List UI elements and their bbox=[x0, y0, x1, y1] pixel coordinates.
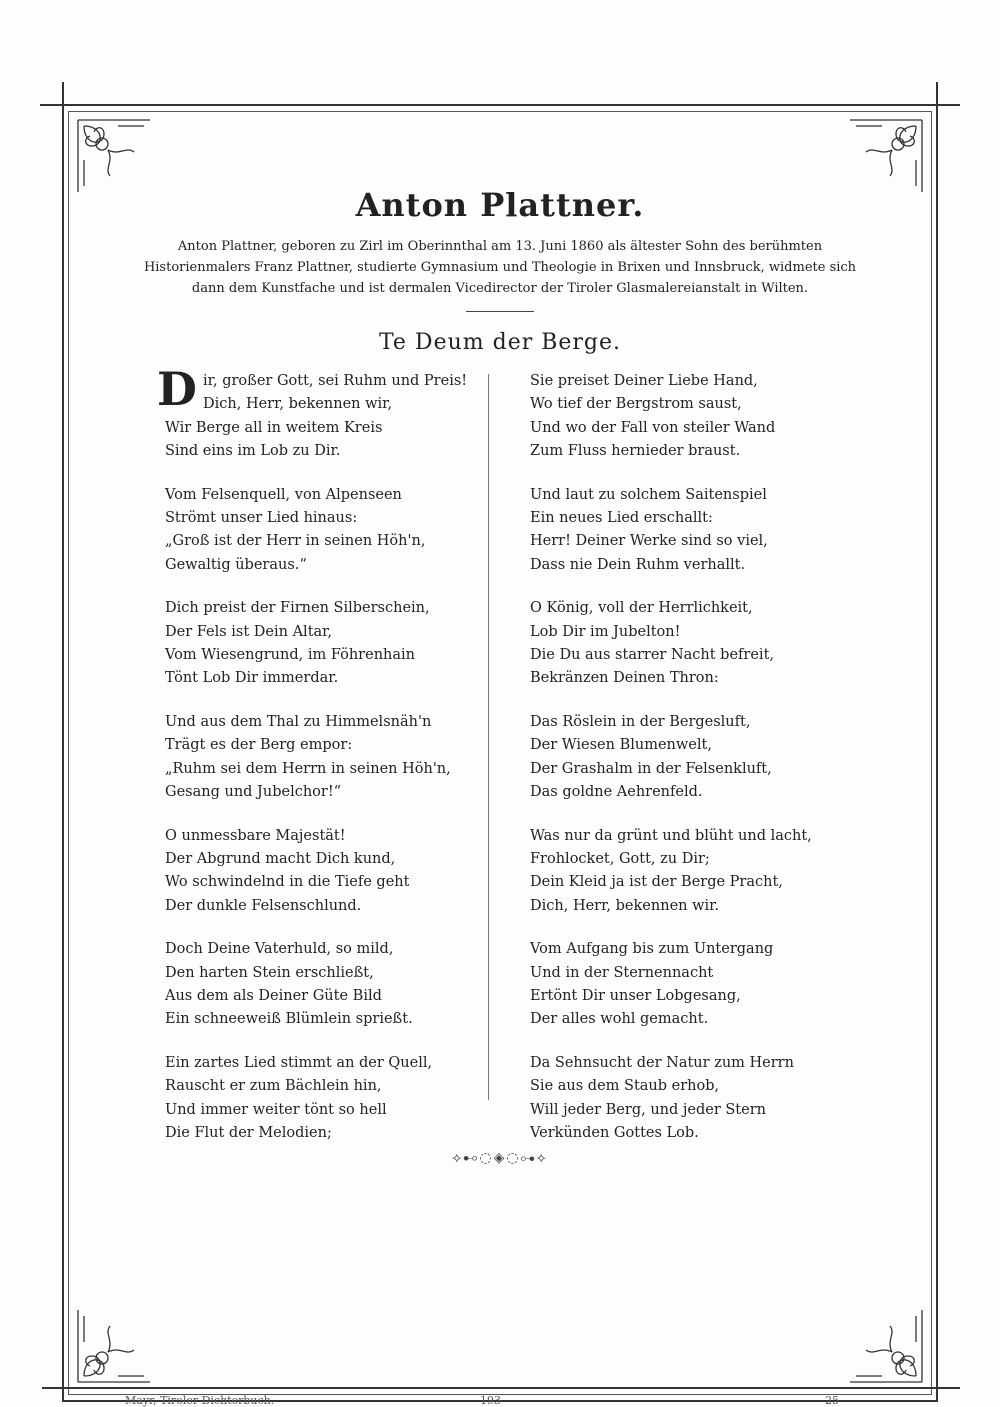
poem-line: Rauscht er zum Bächlein hin, bbox=[165, 1078, 382, 1095]
poem-line: Vom Wiesengrund, im Föhrenhain bbox=[165, 647, 415, 664]
stanza bbox=[530, 484, 860, 578]
corner-ornament-top-left bbox=[74, 116, 154, 196]
footer-source: Mayr, Tiroler Dichterbuch. bbox=[125, 1394, 275, 1407]
drop-cap: D bbox=[157, 362, 197, 416]
stanza bbox=[165, 711, 495, 805]
poem-line: Wo schwindelnd in die Tiefe geht bbox=[165, 874, 410, 891]
poem-line: Sie preiset Deiner Liebe Hand, bbox=[530, 373, 758, 389]
frame-tick bbox=[62, 82, 64, 106]
poem-line: Der Grashalm in der Felsenkluft, bbox=[530, 760, 772, 777]
poem-line-text: ir, großer Gott, sei Ruhm und Preis! bbox=[203, 373, 468, 389]
stanza bbox=[165, 1052, 495, 1146]
poem-line: Was nur da grünt und blüht und lacht, bbox=[530, 827, 812, 844]
poem-line: Gesang und Jubelchor!“ bbox=[165, 784, 342, 801]
footer-rule bbox=[42, 1387, 960, 1389]
footer-page-number: 193 bbox=[480, 1394, 501, 1407]
poem-line: „Groß ist der Herr in seinen Höh'n, bbox=[165, 533, 426, 550]
poem-line: Doch Deine Vaterhuld, so mild, bbox=[165, 941, 394, 958]
stanza bbox=[165, 484, 495, 578]
poem-line: Trägt es der Berg empor: bbox=[165, 737, 353, 754]
poem-line: Dass nie Dein Ruhm verhallt. bbox=[530, 556, 746, 573]
stanza bbox=[165, 825, 495, 919]
poem-line: Ein schneeweiß Blümlein sprießt. bbox=[165, 1011, 413, 1028]
poem-line: Dich, Herr, bekennen wir. bbox=[530, 897, 720, 914]
stanza bbox=[530, 1052, 860, 1146]
poem-line: Dein Kleid ja ist der Berge Pracht, bbox=[530, 874, 783, 891]
poem-line: Wo tief der Bergstrom saust, bbox=[530, 396, 742, 413]
poem-line: Herr! Deiner Werke sind so viel, bbox=[530, 533, 768, 550]
poem-line: Das Röslein in der Bergesluft, bbox=[530, 713, 751, 730]
corner-ornament-top-right bbox=[846, 116, 926, 196]
poem-line: Der Wiesen Blumenwelt, bbox=[530, 737, 712, 754]
poem-line: Verkünden Gottes Lob. bbox=[530, 1124, 699, 1141]
poem-line: Und wo der Fall von steiler Wand bbox=[530, 419, 776, 436]
poem-line: Die Flut der Melodien; bbox=[165, 1124, 332, 1141]
poem-line: Tönt Lob Dir immerdar. bbox=[165, 670, 339, 687]
poem-line: Frohlocket, Gott, zu Dir; bbox=[530, 850, 710, 867]
stanza bbox=[165, 597, 495, 691]
stanza bbox=[530, 370, 860, 464]
poem-line: Vom Aufgang bis zum Untergang bbox=[530, 941, 774, 958]
poem-column-left bbox=[157, 362, 495, 1165]
poem-line: Strömt unser Lied hinaus: bbox=[165, 510, 358, 527]
page-title: Anton Plattner. bbox=[355, 186, 645, 224]
poem-line: Ein zartes Lied stimmt an der Quell, bbox=[165, 1054, 433, 1071]
column-divider bbox=[488, 374, 489, 1100]
poem-line: Der Abgrund macht Dich kund, bbox=[165, 850, 396, 867]
poem-line: Will jeder Berg, und jeder Stern bbox=[530, 1101, 766, 1118]
poem-line: Das goldne Aehrenfeld. bbox=[530, 784, 703, 801]
poem-line: Und aus dem Thal zu Himmelsnäh'n bbox=[165, 713, 432, 730]
poem-title: Te Deum der Berge. bbox=[378, 330, 622, 355]
footer-sheet-number: 25 bbox=[825, 1394, 839, 1407]
stanza bbox=[530, 825, 860, 919]
poem-line: Gewaltig überaus.“ bbox=[165, 556, 307, 573]
poem-line: Ertönt Dir unser Lobgesang, bbox=[530, 987, 741, 1004]
poem-line: Zum Fluss hernieder braust. bbox=[530, 443, 741, 460]
poem-line: Dich, Herr, bekennen wir, bbox=[203, 396, 393, 413]
poem-line: Die Du aus starrer Nacht befreit, bbox=[530, 647, 775, 664]
stanza bbox=[530, 938, 860, 1032]
poem-line: Und immer weiter tönt so hell bbox=[165, 1101, 387, 1118]
corner-ornament-bottom-right bbox=[846, 1306, 926, 1386]
poem-line: O König, voll der Herrlichkeit, bbox=[530, 600, 753, 617]
poem-line: O unmessbare Majestät! bbox=[165, 827, 346, 844]
poem-line: Lob Dir im Jubelton! bbox=[530, 623, 681, 640]
poem-line: Wir Berge all in weitem Kreis bbox=[165, 419, 383, 436]
poem-line: Ein neues Lied erschallt: bbox=[530, 510, 713, 527]
poem-line: Da Sehnsucht der Natur zum Herrn bbox=[530, 1054, 794, 1071]
section-separator bbox=[466, 311, 534, 312]
poem-line: Der alles wohl gemacht. bbox=[530, 1011, 709, 1028]
poem-line: Und in der Sternennacht bbox=[530, 964, 714, 981]
stanza bbox=[530, 597, 860, 691]
poem-line: Sie aus dem Staub erhob, bbox=[530, 1078, 720, 1095]
author-biography: Anton Plattner, geboren zu Zirl im Oberinnthal am 13. Juni 1860 als ältester Sohn des berühmten Historienmalers Franz Plattner, studierte Gymnasium und Theologie in Brixen und Innsbruck, widmete sich dann dem Kunstfache und ist dermalen Vicedirector der Tiroler Glasmalereianstalt in Wilten. bbox=[143, 239, 857, 296]
poem-line: Aus dem als Deiner Güte Bild bbox=[165, 987, 382, 1004]
poem-line: Den harten Stein erschließt, bbox=[165, 964, 374, 981]
poem-column-right bbox=[530, 370, 860, 1165]
poem-line: Der Fels ist Dein Altar, bbox=[165, 623, 333, 640]
frame-tick bbox=[936, 104, 960, 106]
corner-ornament-bottom-left bbox=[74, 1306, 154, 1386]
poem-line: Sind eins im Lob zu Dir. bbox=[165, 443, 341, 460]
poem-line: Dich preist der Firnen Silberschein, bbox=[165, 600, 430, 617]
stanza bbox=[530, 711, 860, 805]
poem-line: „Ruhm sei dem Herrn in seinen Höh'n, bbox=[165, 760, 451, 777]
stanza bbox=[165, 938, 495, 1032]
stanza bbox=[157, 362, 495, 464]
poem-line: Vom Felsenquell, von Alpenseen bbox=[165, 486, 402, 503]
poem-line: Der dunkle Felsenschlund. bbox=[165, 897, 362, 914]
frame-tick bbox=[936, 82, 938, 106]
end-ornament: ⟡⊷◌◈◌⊶⟡ bbox=[452, 1150, 548, 1166]
poem-line: Bekränzen Deinen Thron: bbox=[530, 670, 719, 687]
poem-line: Und laut zu solchem Saitenspiel bbox=[530, 486, 767, 503]
frame-tick bbox=[40, 104, 64, 106]
